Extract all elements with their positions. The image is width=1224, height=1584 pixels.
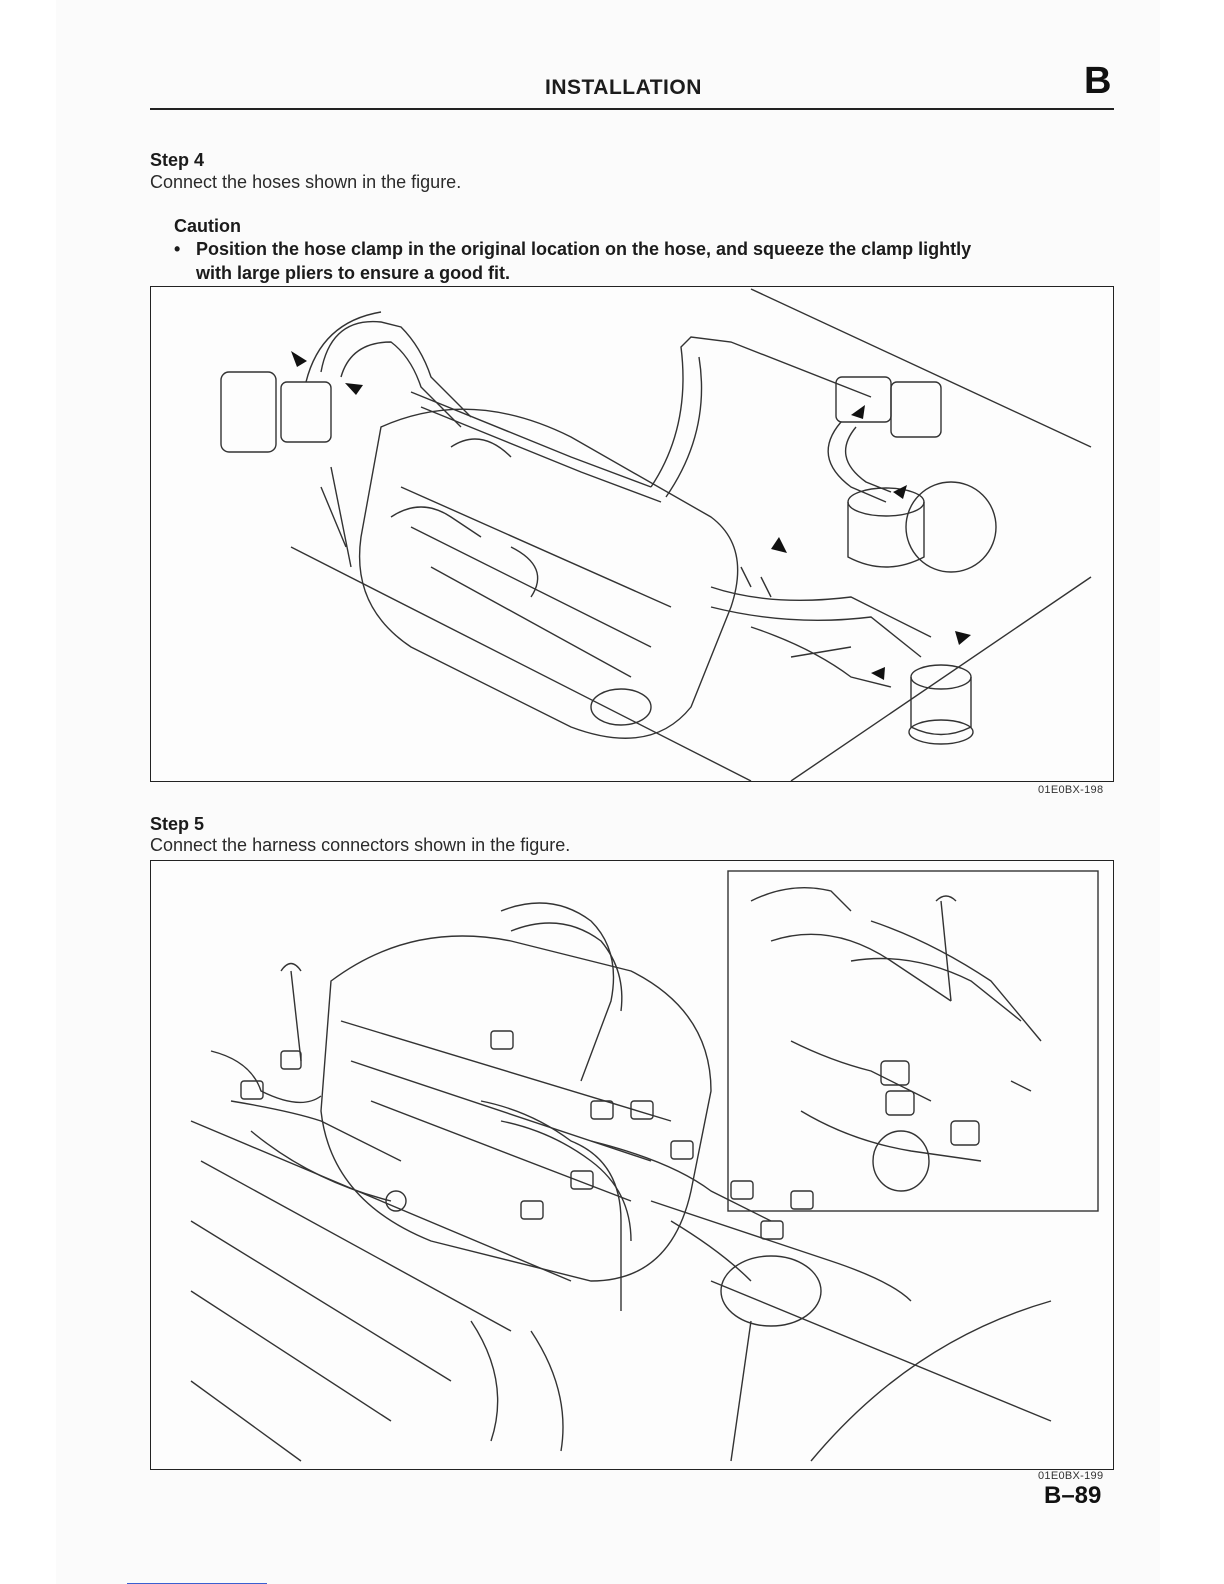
bullet-icon: • <box>174 239 181 259</box>
caution-item <box>174 237 1119 285</box>
caution-label: Caution <box>174 216 241 236</box>
step-5-label: Step 5 <box>150 814 205 834</box>
page-title: INSTALLATION <box>545 76 702 99</box>
caution-line-2: with large pliers to ensure a good fit. <box>196 263 511 283</box>
page-number: B–89 <box>1044 1482 1102 1509</box>
header-divider <box>150 108 1114 110</box>
caution-line-1: Position the hose clamp in the original location on the hose, and squeeze the clamp lightly <box>196 239 972 259</box>
section-letter: B <box>1084 60 1112 102</box>
figure-code-199: 01E0BX-199 <box>1038 1470 1104 1482</box>
engine-harness-illustration <box>151 861 1113 1469</box>
step-5-text: Connect the harness connectors shown in the figure. <box>150 835 571 855</box>
step-4-text: Connect the hoses shown in the figure. <box>150 172 462 192</box>
step-4-label: Step 4 <box>150 150 205 170</box>
harness-connection-figure <box>150 860 1114 1470</box>
hose-connection-figure <box>150 286 1114 782</box>
engine-hose-illustration <box>151 287 1113 781</box>
figure-code-198: 01E0BX-198 <box>1038 784 1104 796</box>
